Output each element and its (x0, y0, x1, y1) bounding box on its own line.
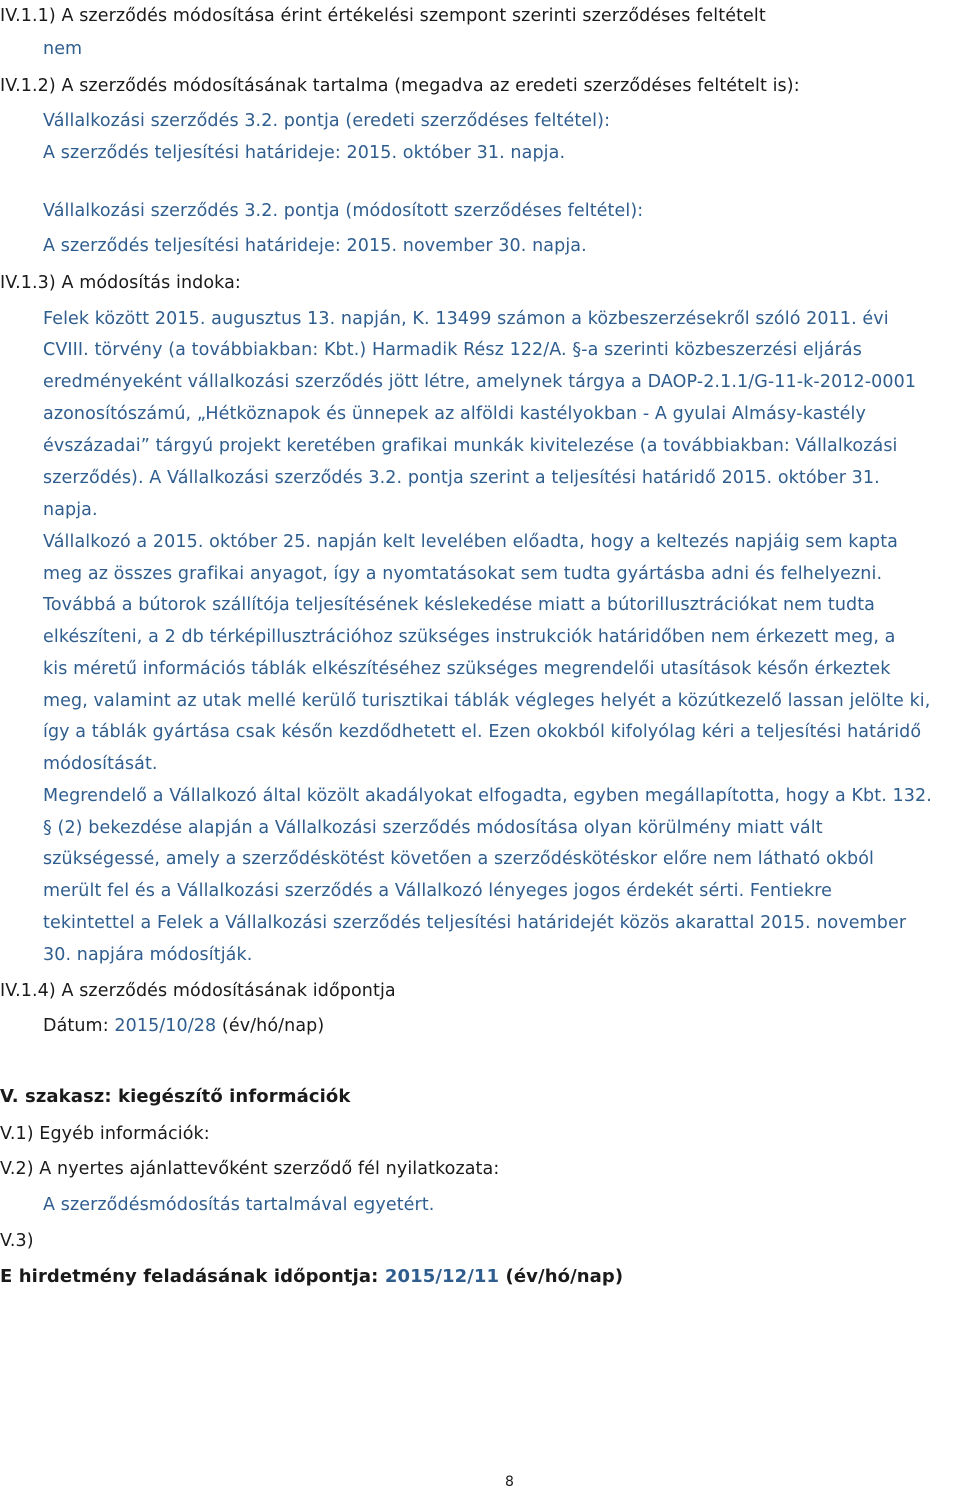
paragraph-line: Vállalkozó a 2015. október 25. napján kelt levelében előadta, hogy a keltezés napjáig sem kapta (43, 532, 899, 552)
date-value: 2015/10/28 (114, 1016, 217, 1036)
paragraph-line: évszázadai” tárgyú projekt keretében grafikai munkák kivitelezése (a továbbiakban: Vállalkozási (43, 436, 898, 456)
paragraph-line: Megrendelő a Vállalkozó által közölt akadályokat elfogadta, egyben megállapította, hogy a Kbt. 132. (43, 786, 932, 806)
publication-date-value: 2015/12/11 (384, 1266, 500, 1287)
section-heading-v-2: V.2) A nyertes ajánlattevőként szerződő fél nyilatkozata: (0, 1159, 500, 1179)
paragraph-line: 30. napjára módosítják. (43, 945, 253, 965)
publication-date-format: (év/hó/nap) (505, 1266, 624, 1287)
section-heading-v: V. szakasz: kiegészítő információk (0, 1086, 351, 1107)
paragraph-line: A szerződés teljesítési határideje: 2015. október 31. napja. (43, 143, 566, 163)
paragraph-line: azonosítószámú, „Hétköznapok és ünnepek az alföldi kastélyokban - A gyulai Almásy-kastély (43, 404, 866, 424)
modification-date (43, 1014, 324, 1038)
date-format: (év/hó/nap) (221, 1016, 325, 1036)
section-heading-v-1: V.1) Egyéb információk: (0, 1124, 210, 1144)
paragraph-line: Vállalkozási szerződés 3.2. pontja (eredeti szerződéses feltétel): (43, 111, 611, 131)
section-heading-iv-1-3: IV.1.3) A módosítás indoka: (0, 273, 241, 293)
section-value-iv-1-1: nem (43, 39, 83, 59)
paragraph-line: merült fel és a Vállalkozási szerződés a Vállalkozó lényeges jogos érdekét sérti. Fentiekre (43, 881, 832, 901)
paragraph-line: módosítását. (43, 754, 158, 774)
section-heading-v-3: V.3) (0, 1231, 34, 1251)
publication-date (0, 1265, 623, 1289)
publication-date-label: E hirdetmény feladásának időpontja: (0, 1266, 379, 1287)
paragraph-line: Vállalkozási szerződés 3.2. pontja (módosított szerződéses feltétel): (43, 201, 644, 221)
paragraph-line: CVIII. törvény (a továbbiakban: Kbt.) Harmadik Rész 122/A. §-a szerinti közbeszerzési eljárás (43, 340, 862, 360)
page-number: 8 (505, 1474, 515, 1490)
section-value-v-2: A szerződésmódosítás tartalmával egyetért. (43, 1195, 435, 1215)
paragraph-line: így a táblák gyártása csak későn kezdődhetett el. Ezen okokból kifolyólag kéri a teljesítési határidő (43, 722, 922, 742)
section-heading-iv-1-1: IV.1.1) A szerződés módosítása érint értékelési szempont szerinti szerződéses feltételt (0, 6, 766, 26)
paragraph-line: meg az összes grafikai anyagot, így a nyomtatásokat sem tudta gyártásba adni és felhelyezni. (43, 564, 883, 584)
paragraph-line: Továbbá a bútorok szállítója teljesítésének késlekedése miatt a bútorillusztrációkat nem tudta (43, 595, 876, 615)
paragraph-line: eredményeként vállalkozási szerződés jött létre, amelynek tárgya a DAOP-2.1.1/G-11-k-2012-0001 (43, 372, 917, 392)
paragraph-line: § (2) bekezdése alapján a Vállalkozási szerződés módosítása olyan körülmény miatt vált (43, 818, 823, 838)
section-heading-iv-1-4: IV.1.4) A szerződés módosításának időpontja (0, 981, 396, 1001)
paragraph-line: meg, valamint az utak mellé kerülő turisztikai táblák végleges helyét a közútkezelő lassan jelölte ki, (43, 691, 931, 711)
paragraph-line: napja. (43, 500, 98, 520)
date-label: Dátum: (43, 1016, 109, 1036)
section-heading-iv-1-2: IV.1.2) A szerződés módosításának tartalma (megadva az eredeti szerződéses feltételt is): (0, 76, 800, 96)
paragraph-line: tekintettel a Felek a Vállalkozási szerződés teljesítési határidejét közös akarattal 2015. november (43, 913, 907, 933)
paragraph-line: elkészíteni, a 2 db térképillusztrációhoz szükséges instrukciók határidőben nem érkezett meg, a (43, 627, 896, 647)
paragraph-line: szerződés). A Vállalkozási szerződés 3.2. pontja szerint a teljesítési határidő 2015. október 31. (43, 468, 880, 488)
paragraph-line: szükségessé, amely a szerződéskötést követően a szerződéskötéskor előre nem látható okból (43, 849, 875, 869)
paragraph-line: kis méretű információs táblák elkészítéséhez szükséges megrendelői utasítások későn érkeztek (43, 659, 891, 679)
paragraph-line: Felek között 2015. augusztus 13. napján, K. 13499 számon a közbeszerzésekről szóló 2011. évi (43, 309, 889, 329)
paragraph-line: A szerződés teljesítési határideje: 2015. november 30. napja. (43, 236, 587, 256)
